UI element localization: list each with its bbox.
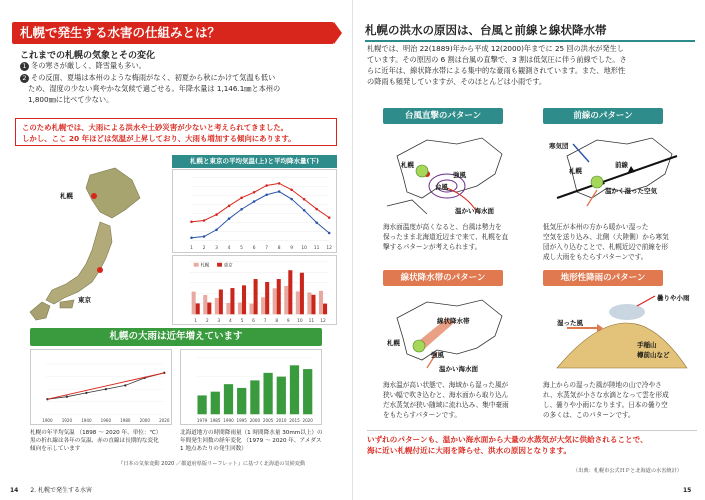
point-1-number: 1 [20, 62, 29, 71]
point-2-text-a: その反面、夏場は本州のような梅雨がなく、初夏から秋にかけて気温も低い [31, 73, 276, 82]
annual-temp-point [66, 396, 68, 398]
precip-legend-label: 東京 [223, 263, 233, 269]
left-title: 札幌で発生する水害の仕組みとは？ [12, 22, 334, 44]
precip-bar [288, 270, 292, 314]
conclusion-line-1: いずれのパターンも、温かい海水面から大量の水蒸気が大気に供給されることで、 [367, 435, 648, 444]
conclusion-line-2: 海に近い札幌付近に大雨を降らせ、洪水の原因となります。 [367, 446, 571, 455]
rain-count-bar [303, 369, 312, 414]
point-2-number: 2 [20, 74, 29, 83]
left-page-number: 14 [10, 487, 19, 494]
p1-label-strong-wind: 強風 [453, 171, 466, 179]
annual-temp-chart [30, 349, 172, 425]
p2-text-4: 成し大雨をもたらすパターンです。 [543, 253, 648, 261]
p4-label-mountain-1: 手稲山 [637, 341, 657, 349]
annual-temp-tick: 1960 [100, 418, 112, 424]
rain-count-tick: 2005 [262, 418, 274, 424]
p1-label-typhoon: 台風 [435, 183, 448, 191]
intro-line-2: ています。その原因の 6 割は台風の直撃で、3 割は低気圧に伴う前線でした。さ [367, 55, 627, 64]
caption1-c: 傾向を示しています [30, 446, 81, 452]
p1-label-warm-sea: 温かい海水面 [455, 207, 494, 215]
temperature-point [190, 220, 193, 223]
rain-count-bar [237, 388, 246, 414]
precip-tick-label: 12 [320, 319, 326, 325]
temperature-point [278, 182, 281, 185]
map-label-tokyo: 東京 [78, 296, 91, 304]
point-1 [20, 61, 340, 71]
precip-tick-label: 8 [275, 319, 279, 325]
caption-annual-temp [30, 429, 175, 453]
precip-bar [296, 291, 300, 314]
p2-label-cold-air: 寒気団 [549, 142, 569, 150]
annual-temp-tick: 2020 [159, 418, 170, 424]
point-1-text: 冬の寒さが厳しく、降雪量も多い。 [31, 61, 146, 70]
temperature-point [253, 200, 256, 203]
rain-count-tick: 2000 [249, 418, 261, 424]
heavy-rain-title: 札幌の大雨は近年増えています [30, 328, 322, 346]
pattern-typhoon-text [383, 222, 533, 252]
precip-bar [284, 286, 288, 314]
temperature-point [303, 198, 306, 201]
rain-count-bar [277, 377, 286, 415]
temperature-point [203, 219, 206, 222]
precip-tick-label: 1 [194, 319, 198, 325]
caption2-a: 北海道地方の時間降雨量（1 時間降水量 30mm以上）の [180, 430, 323, 436]
temperature-chart [172, 169, 337, 253]
rain-count-bar [197, 395, 206, 414]
precip-bar [242, 285, 246, 314]
rain-count-tick: 1995 [236, 418, 247, 424]
intro-line-1: 札幌では、明治 22(1889)年から平成 12(2000)年までに 25 回の洪水が発生し [367, 44, 624, 53]
precip-bar [215, 298, 219, 314]
precip-legend-label: 札幌 [200, 263, 210, 269]
p2-text-2: 空気を送り込み、北側（大陸側）から寒気 [543, 233, 669, 241]
japan-map [20, 160, 160, 330]
annual-temp-point [85, 392, 87, 394]
precip-bar [261, 297, 265, 314]
rain-count-bar [290, 365, 299, 414]
precipitation-chart [172, 255, 337, 325]
precip-bar [203, 295, 207, 314]
annual-temp-tick: 2000 [139, 418, 151, 424]
caption2-c: 1 地点あたりの発生回数） [180, 446, 247, 452]
temperature-point [215, 213, 218, 216]
temperature-point [265, 193, 268, 196]
p1-text-2: 保ったまま北海道近辺まで来て、札幌を直 [383, 233, 509, 241]
precip-bar [230, 288, 234, 314]
left-footer [10, 485, 92, 497]
p3-label-warm-sea: 温かい海水面 [439, 365, 478, 373]
intro-line-4: の降雨も頻発していますが、そのほとんどは小雨です。 [367, 77, 547, 86]
precip-bar [319, 291, 323, 315]
pattern-typhoon-title: 台風直撃のパターン [383, 108, 503, 124]
temperature-point [328, 216, 331, 219]
right-title: 札幌の洪水の原因は、台風と前線と線状降水帯 [365, 22, 695, 42]
temperature-series-line [192, 183, 330, 221]
warning-line-1: このため札幌では、大雨による洪水や土砂災害が少ないと考えられてきました。 [22, 123, 289, 132]
temperature-point [215, 228, 218, 231]
p4-text-2: れ、水蒸気が小さな水滴となって雲を形成 [543, 391, 669, 399]
temp-tick-label: 2 [202, 246, 206, 252]
p4-label-mountain-2: 樽前山など [637, 351, 670, 359]
band-map [367, 288, 532, 376]
precip-bar [196, 303, 200, 314]
temperature-point [315, 208, 318, 211]
rain-count-tick: 1985 [210, 418, 221, 424]
precip-legend-swatch [217, 263, 222, 267]
rain-count-tick: 1990 [223, 418, 234, 424]
p2-label-sapporo: 札幌 [569, 167, 582, 175]
temp-tick-label: 10 [301, 246, 307, 252]
temperature-point [303, 209, 306, 212]
annual-temp-tick: 1900 [42, 418, 53, 424]
intro-line-3: らに近年は、線状降水帯による集中的な豪雨も観測されています。また、地形性 [367, 66, 626, 75]
precip-tick-label: 10 [297, 319, 303, 325]
precip-bar [265, 282, 269, 314]
temperature-point [253, 191, 256, 194]
temperature-series-line [192, 192, 330, 238]
p2-label-front: 前線 [615, 161, 628, 169]
rain-count-bar [224, 384, 233, 414]
precip-tick-label: 4 [229, 319, 232, 325]
precip-bar [250, 304, 254, 315]
pattern-orographic-title: 地形性降雨のパターン [543, 270, 663, 286]
temp-tick-label: 11 [313, 246, 320, 252]
p3-text-1: 海水温が高い状態で、海域から湿った風が [383, 381, 509, 389]
annual-temp-tick: 1940 [81, 418, 92, 424]
precip-bar [323, 304, 327, 315]
temp-tick-label: 6 [252, 246, 256, 252]
temp-precip-chart-title: 札幌と東京の平均気温(上)と平均降水量(下) [172, 155, 337, 168]
rain-count-tick: 2020 [302, 418, 313, 424]
precip-tick-label: 9 [286, 319, 290, 325]
p4-label-cloudy: 曇りや小雨 [657, 294, 690, 302]
precip-legend-swatch [194, 263, 199, 267]
rain-count-tick: 2010 [276, 418, 287, 424]
right-page [353, 0, 705, 500]
p3-text-4: をもたらすパターンです。 [383, 411, 461, 419]
precip-bar [219, 290, 223, 315]
p1-label-sapporo: 札幌 [401, 161, 414, 169]
temp-tick-label: 12 [326, 246, 332, 252]
pattern-front-text [543, 222, 693, 262]
left-page [0, 0, 352, 500]
temperature-point [190, 237, 193, 240]
temperature-point [290, 198, 293, 201]
map-label-sapporo: 札幌 [60, 192, 73, 200]
precip-tick-label: 2 [205, 319, 209, 325]
caption-rain-count [180, 429, 330, 453]
left-footer-section: 2. 札幌で発生する水害 [30, 487, 92, 494]
temperature-point [240, 208, 243, 211]
precip-tick-label: 7 [263, 319, 267, 325]
pattern-orographic-text [543, 380, 693, 420]
point-2-text-b: ため、湿度の少ない爽やかな気候で過ごせる。年降水量は 1,146.1㎜と本州の [28, 84, 281, 93]
conclusion [367, 430, 697, 456]
annual-temp-tick: 1980 [120, 418, 131, 424]
pattern-band-text [383, 380, 533, 420]
temperature-point [315, 221, 318, 224]
p2-label-warm-air: 温かく湿った空気 [605, 187, 657, 195]
warning-box [15, 118, 337, 146]
p2-text-3: 団が入り込むことで、札幌近辺で前線を形 [543, 243, 669, 251]
precip-tick-label: 3 [217, 319, 221, 325]
p3-label-sapporo: 札幌 [387, 339, 400, 347]
heavy-rain-count-chart [180, 349, 322, 425]
precip-tick-label: 6 [252, 319, 255, 325]
precip-bar [277, 279, 281, 314]
temperature-point [228, 217, 231, 220]
caption1-a: 札幌の年平均気温 （1898 ～ 2020 年、単位：℃） [30, 430, 162, 436]
precip-bar [300, 273, 304, 315]
temperature-point [228, 205, 231, 208]
precip-bar [254, 279, 258, 314]
temp-tick-label: 9 [290, 246, 294, 252]
temperature-point [203, 235, 206, 238]
caption2-b: 年間発生回数の経年変化 （1979 ～ 2020 年、アメダス [180, 438, 322, 444]
point-2 [20, 73, 340, 83]
point-2-text-c: 1,800㎜に比べて少ない。 [28, 95, 114, 104]
temperature-point [265, 184, 268, 187]
temp-tick-label: 4 [227, 246, 231, 252]
p3-text-3: だ水蒸気が狭い随域に流れ込み、集中豪雨 [383, 401, 509, 409]
temp-tick-label: 1 [190, 246, 193, 252]
temp-tick-label: 5 [240, 246, 243, 252]
p1-text-1: 海水面温度が高くなると、台風は勢力を [383, 223, 502, 231]
precip-bar [307, 292, 311, 314]
temperature-point [240, 197, 243, 200]
rain-count-bar [250, 380, 259, 414]
rain-count-bar [211, 392, 220, 415]
temperature-point [278, 190, 281, 193]
pattern-front-title: 前線のパターン [543, 108, 663, 124]
right-source: （出典：札幌市公式ＨＰと北海道の水害統計） [573, 468, 682, 474]
left-source: 『日本の気象変動 2020 ／都道府県版リーフレット』に基づく北海道の気候変動 [118, 461, 306, 467]
p2-text-1: 低気圧が本州の方から暖かい湿った [543, 223, 649, 231]
front-map [537, 126, 697, 216]
p3-text-2: 狭い幅で吹き込むと、海水面から取り込ん [383, 391, 509, 399]
p3-label-band: 線状降水帯 [437, 317, 470, 325]
precip-tick-label: 5 [240, 319, 244, 325]
precip-bar [207, 303, 211, 315]
caption1-b: 黒の折れ線は各年の気温、赤の直線は長期的な変化 [30, 438, 159, 444]
p4-label-wet-wind: 湿った風 [557, 319, 583, 327]
rain-count-tick: 2015 [289, 418, 300, 424]
annual-temp-tick: 1920 [61, 418, 73, 424]
temp-tick-label: 8 [277, 246, 281, 252]
p3-label-strong-wind: 強風 [431, 351, 444, 359]
temperature-point [328, 232, 331, 235]
precip-tick-label: 11 [308, 319, 315, 325]
right-page-number: 15 [683, 487, 692, 494]
precip-bar [273, 288, 277, 314]
annual-temp-point [105, 388, 107, 390]
precip-bar [226, 303, 230, 314]
pattern-band-title: 線状降水帯のパターン [383, 270, 503, 286]
p4-text-4: の多くは、このパターンです。 [543, 411, 635, 419]
temp-tick-label: 3 [215, 246, 218, 252]
rain-count-tick: 1979 [196, 418, 208, 424]
p1-text-3: 撃するパターンが考えられます。 [383, 243, 482, 251]
precip-bar [311, 295, 315, 315]
left-subtitle: これまでの札幌の気象とその変化 [20, 51, 156, 61]
precip-bar [238, 303, 242, 315]
p4-text-3: し、曇りや小雨になります。日本の曇り空 [543, 401, 668, 409]
temp-tick-label: 7 [265, 246, 269, 252]
rain-count-bar [263, 373, 272, 414]
precip-bar [192, 292, 196, 315]
p4-text-1: 海上からの湿った風が陸地の山で冷やさ [543, 381, 662, 389]
typhoon-map [367, 126, 532, 216]
temperature-point [290, 189, 293, 192]
annual-temp-point [124, 384, 126, 386]
warning-line-2: しかし、ここ 20 年ほどは気温が上昇しており、大雨も増加する傾向にあります。 [22, 134, 296, 143]
